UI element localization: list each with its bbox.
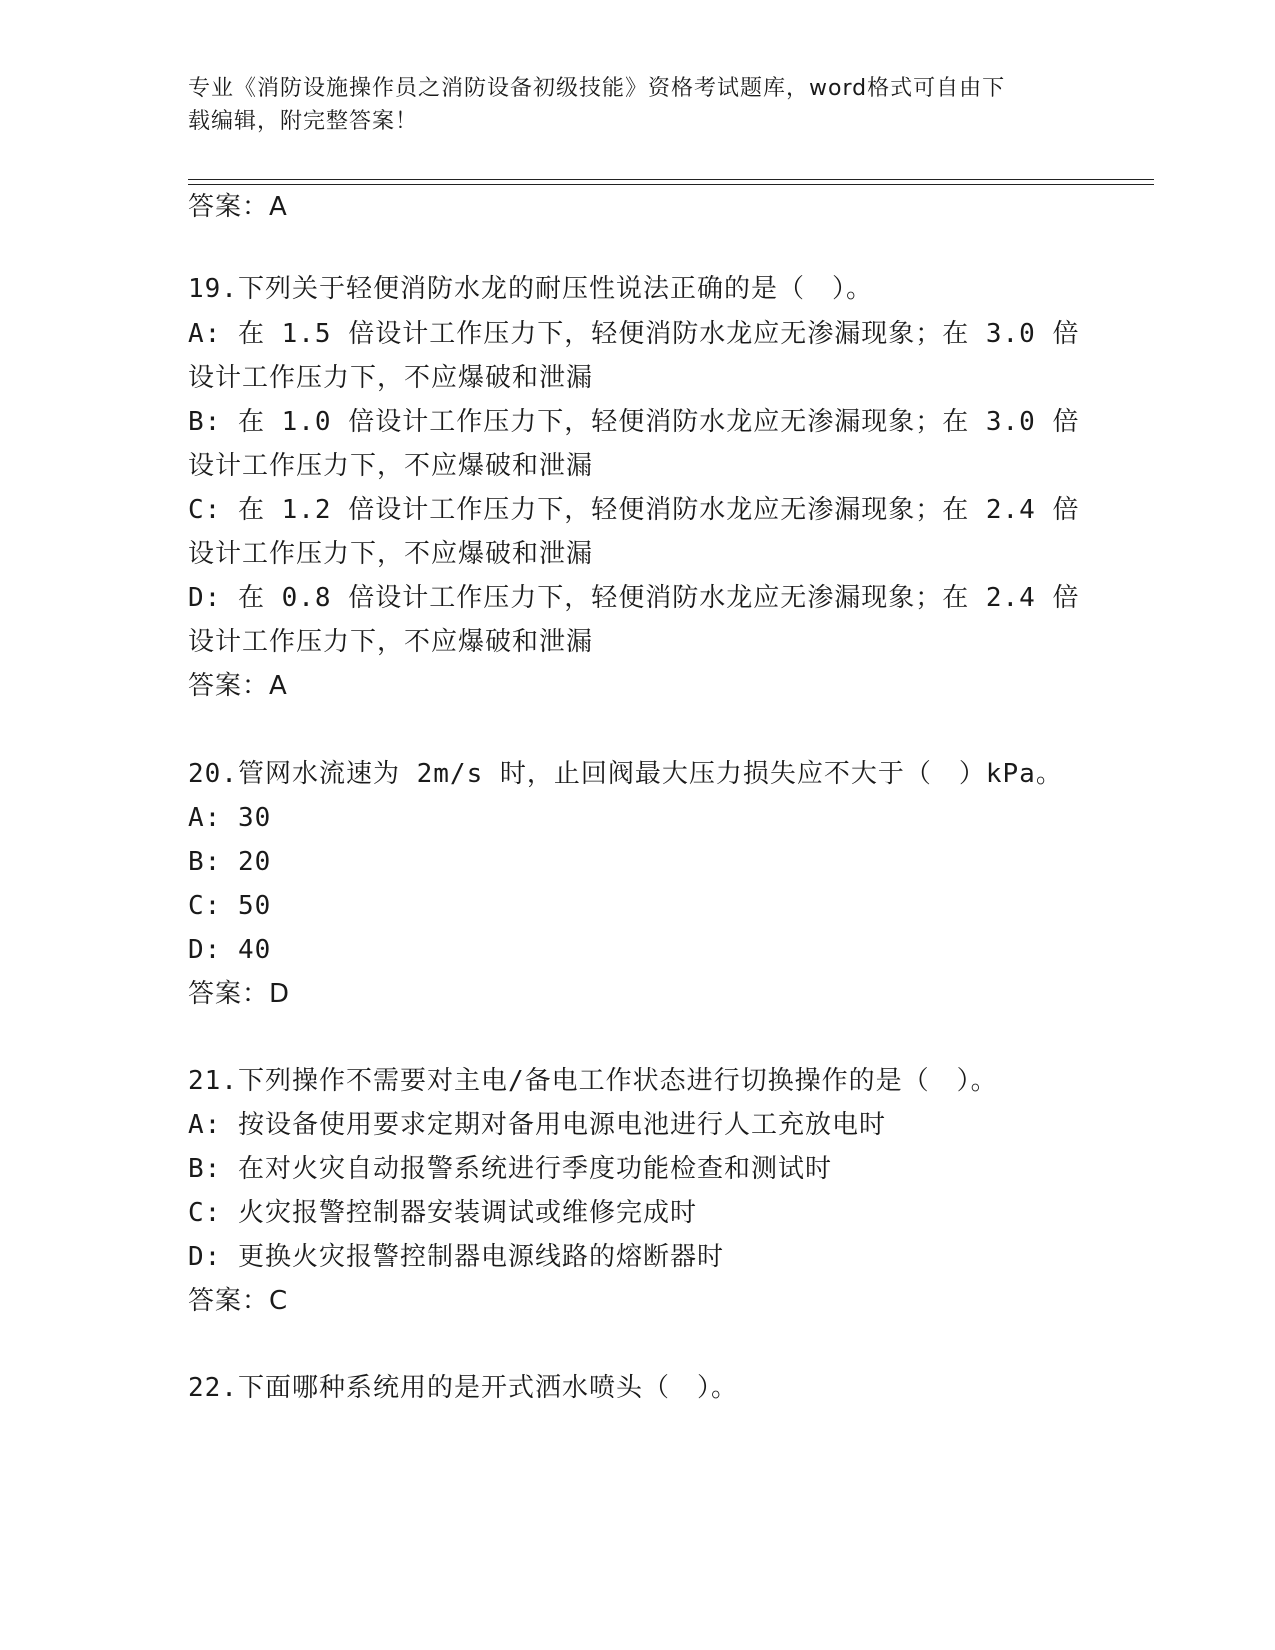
option-a-line-2: 设计工作压力下，不应爆破和泄漏 [188,363,594,393]
option-c-line-1: C: 在 1.2 倍设计工作压力下，轻便消防水龙应无渗漏现象；在 2.4 倍 [188,495,1080,525]
answer-label: 答案：C [188,1286,289,1316]
option-a-line-1: A: 在 1.5 倍设计工作压力下，轻便消防水龙应无渗漏现象；在 3.0 倍 [188,319,1080,349]
question-stem: 20.管网水流速为 2m/s 时，止回阀最大压力损失应不大于（ ）kPa。 [188,759,1063,789]
header-line-1: 专业《消防设施操作员之消防设备初级技能》资格考试题库，word格式可自由下 [188,76,1006,101]
option-c-line-2: 设计工作压力下，不应爆破和泄漏 [188,539,594,569]
option-b: B: 20 [188,847,272,877]
option-b: B: 在对火灾自动报警系统进行季度功能检查和测试时 [188,1154,832,1184]
answer-label: 答案：A [188,671,288,701]
header-line-2: 载编辑，附完整答案！ [188,109,419,134]
document-header [188,72,1088,138]
option-d-line-2: 设计工作压力下，不应爆破和泄漏 [188,627,594,657]
option-b-line-1: B: 在 1.0 倍设计工作压力下，轻便消防水龙应无渗漏现象；在 3.0 倍 [188,407,1080,437]
question-stem: 19.下列关于轻便消防水龙的耐压性说法正确的是（ ）。 [188,274,873,304]
header-divider-top [188,179,1154,180]
option-d: D: 更换火灾报警控制器电源线路的熔断器时 [188,1242,724,1272]
option-a: A: 按设备使用要求定期对备用电源电池进行人工充放电时 [188,1110,886,1140]
option-b-line-2: 设计工作压力下，不应爆破和泄漏 [188,451,594,481]
option-a: A: 30 [188,803,272,833]
option-d-line-1: D: 在 0.8 倍设计工作压力下，轻便消防水龙应无渗漏现象；在 2.4 倍 [188,583,1080,613]
option-c: C: 火灾报警控制器安装调试或维修完成时 [188,1198,697,1228]
header-divider-bottom [188,184,1154,185]
question-stem: 22.下面哪种系统用的是开式洒水喷头（ ）。 [188,1373,738,1403]
option-c: C: 50 [188,891,272,921]
answer-label: 答案：D [188,979,291,1009]
option-d: D: 40 [188,935,272,965]
answer-label: 答案：A [188,192,288,222]
question-stem: 21.下列操作不需要对主电/备电工作状态进行切换操作的是（ ）。 [188,1066,998,1096]
